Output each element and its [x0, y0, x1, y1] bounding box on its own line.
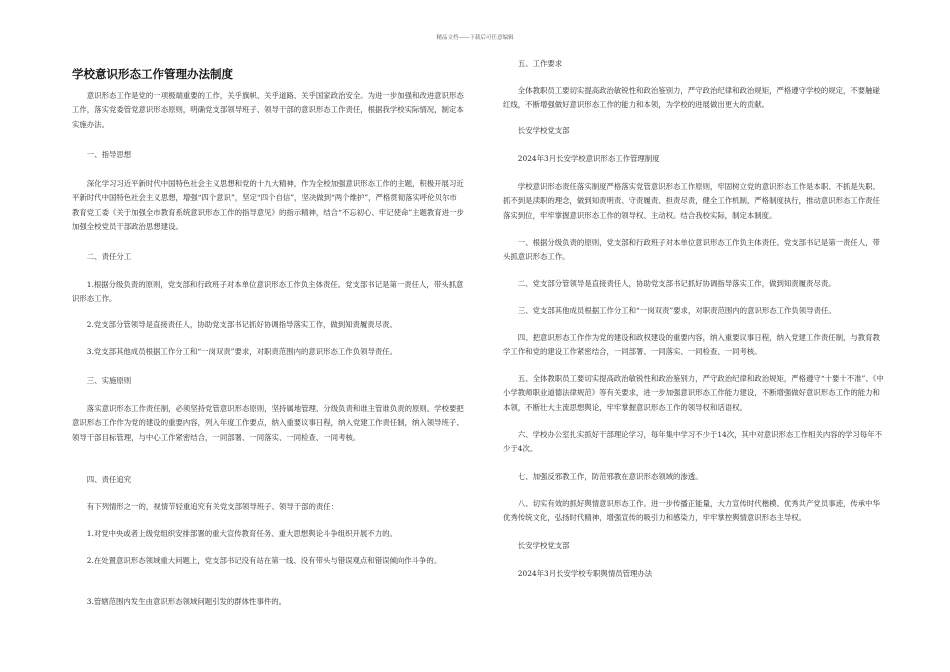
section-heading: 一、指导思想 — [86, 150, 132, 159]
paragraph: 学校意识形态责任落实制度严格落实党管意识形态工作原则，牢固树立党的意识形态工作是本职、不抓是失职、抓不到是渎职的理念，做到知责明责、守责履责、担责尽责，健全工作机制，严格制度执行，推动意识形态工作责任落实到位，牢牢掌握意识形态工作的领导权、主动权。结合我校实际，制定本制度。 — [503, 182, 880, 220]
paragraph: 五、全体教职员工要切实提高政治敏锐性和政治鉴别力，严守政治纪律和政治规矩，严格遵守“十要十不准”、《中小学教师职业道德法律规范》等有关要求，进一步加强意识形态工作能力建设，不断增强做好意识形态工作的能力和本领，不断壮大主流思想舆论，牢牢掌握意识形态工作的领导权和话语权。 — [503, 374, 884, 412]
paragraph: 全体教职员工要切实提高政治敏锐性和政治鉴别力，严守政治纪律和政治规矩，严格遵守学校的规定，不要触碰红线，不断增强做好意识形态工作的能力和本领，为学校的进展做出更大的贡献。 — [503, 86, 880, 110]
date-title-line: 2024年3月长安学校专职舆情员管理办法 — [517, 569, 653, 578]
signature-org: 长安学校党支部 — [517, 126, 570, 135]
paragraph: 3.党支部其他成员根据工作分工和“一岗双责”要求，对职责范围内的意识形态工作负领导责任。 — [86, 347, 398, 356]
paragraph: 有下列情形之一的，视情节轻重追究有关党支部领导班子、领导干部的责任： — [86, 502, 339, 511]
date-title-line: 2024年3月长安学校意识形态工作管理制度 — [517, 154, 660, 163]
paragraph: 1.对党中央或者上级党组织安排部署的重大宣传教育任务、重大思想舆论斗争组织开展不力的。 — [86, 529, 397, 538]
page-header: 精品文档——下载后可任意编辑 — [436, 35, 514, 41]
section-heading: 五、工作要求 — [517, 59, 563, 68]
signature-org: 长安学校党支部 — [517, 541, 570, 550]
paragraph: 1.根据分级负责的原则，党支部和行政班子对本单位意识形态工作负主体责任。党支部书记是第一责任人，带头抓意识形态工作。 — [72, 280, 464, 304]
paragraph: 一、根据分级负责的原则，党支部和行政班子对本单位意识形态工作负主体责任。党支部书记是第一责任人，带头抓意识形态工作。 — [503, 238, 880, 262]
section-heading: 三、实施原则 — [86, 376, 132, 385]
paragraph: 六、学校办公室扎实抓好干部理论学习，每年集中学习不少于14次，其中对意识形态工作相关内容的学习每年不少于4次。 — [503, 430, 882, 454]
section-heading: 四、责任追究 — [86, 475, 132, 484]
paragraph: 落实意识形态工作责任制，必须坚持党管意识形态原则，坚持属地管理、分级负责和谁主管谁负责的原则。学校要把意识形态工作作为党的建设的重要内容，列入年度工作要点，纳入重要议事日程，纳入党建工作责任制，纳入领导班子、领导干部目标管理，与中心工作紧密结合，一同部署、一同落实、一同检查、一同考核。 — [72, 404, 464, 442]
paragraph: 2.在处置意识形态领域重大问题上，党支部书记没有站在第一线、没有带头与错误观点和错误倾向作斗争的。 — [86, 556, 442, 565]
document-title: 学校意识形态工作管理办法制度 — [72, 67, 233, 81]
paragraph: 八、切实有效的抓好舆情意识形态工作。进一步传播正能量，大力宣传时代楷模、优秀共产党员事迹，传承中华优秀传统文化，弘扬时代精神，增强宣传的吸引力和感染力，牢牢掌控舆情意识形态主导权。 — [503, 499, 880, 523]
paragraph: 3.管辖范围内发生由意识形态领域问题引发的群体性事件的。 — [86, 597, 287, 606]
paragraph: 三、党支部其他成员根据工作分工和“一岗双责”要求，对职责范围内的意识形态工作负领导责任。 — [517, 306, 836, 315]
section-heading: 二、责任分工 — [86, 252, 132, 261]
paragraph: 2.党支部分管领导是直接责任人，协助党支部书记抓好协调指导落实工作，做到知责履责尽责。 — [86, 320, 397, 329]
paragraph: 七、加强反邪教工作，防范邪教在意识形态领域的渗透。 — [517, 472, 703, 481]
paragraph: 深化学习习近平新时代中国特色社会主义思想和党的十九大精神，作为全校加强意识形态工作的主题，积极开展习近平新时代中国特色社会主义思想，增强“四个意识”，坚定“四个自信”，坚决做到“两个维护”，严格贯彻落实呼伦贝尔市教育党工委《关于加强全市教育系统意识形态工作的指导意见》的指示精神，结合“不忘初心、牢记使命”主题教育进一步加强全校党员干部政治思想建设。 — [72, 179, 464, 232]
intro-paragraph: 意识形态工作是党的一项极端重要的工作，关乎旗帜、关乎道路、关乎国家政治安全。为进一步加强和改进意识形态工作，落实党委管党意识形态原则，明确党支部领导班子、领导干部的意识形态工作责任，根据我学校实际情况，制定本实施办法。 — [72, 91, 464, 129]
paragraph: 四、把意识形态工作作为党的建设和政权建设的重要内容，纳入重要议事日程，纳入党建工作责任制，与教育教学工作和党的建设工作紧密结合，一同部署、一同落实、一同检查、一同考核。 — [503, 333, 880, 357]
paragraph: 二、党支部分管领导是直接责任人，协助党支部书记抓好协调指导落实工作，做到知责履责尽责。 — [517, 279, 836, 288]
